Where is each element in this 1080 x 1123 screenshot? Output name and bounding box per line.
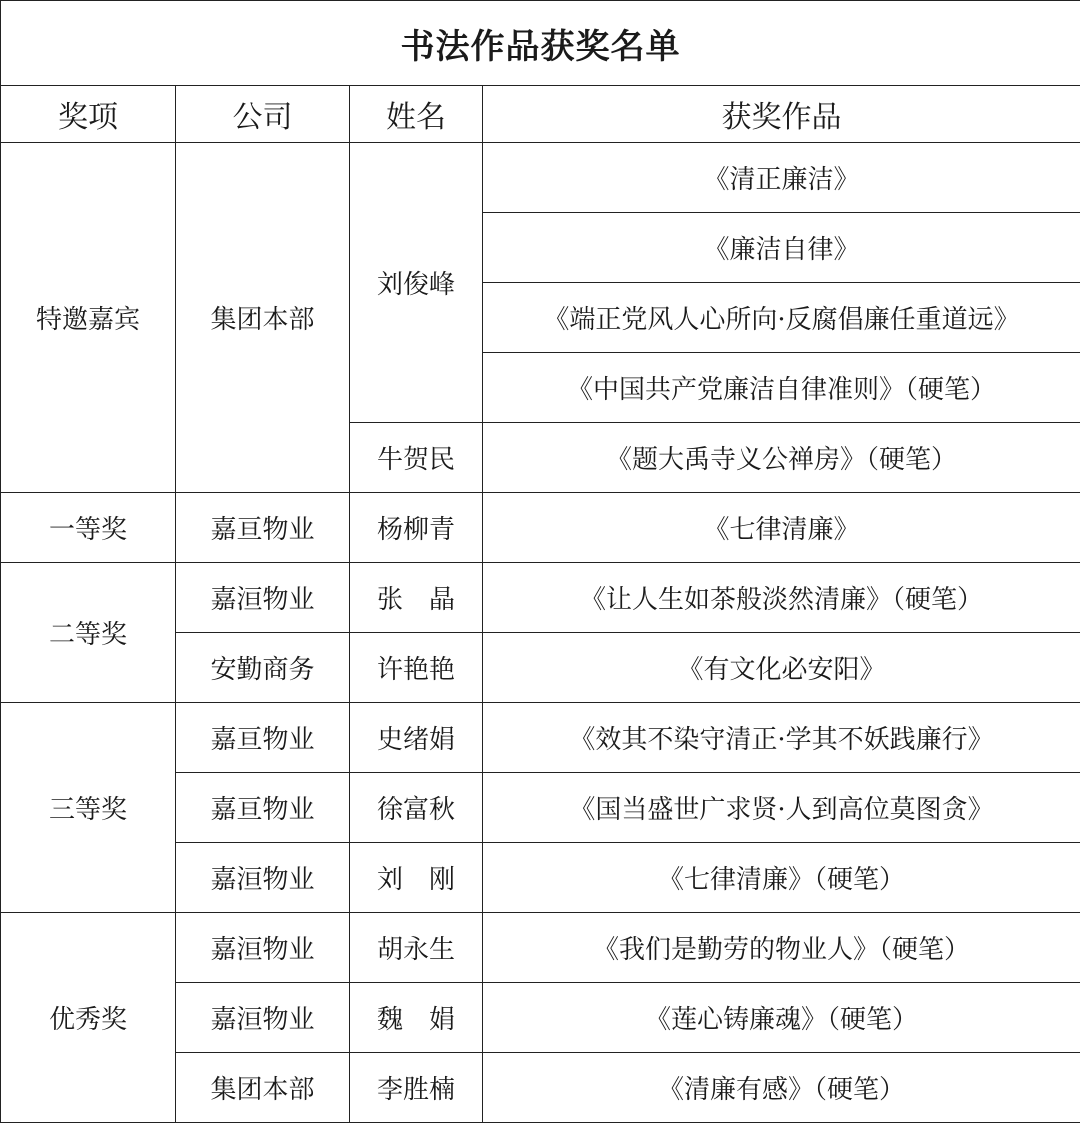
table-title: 书法作品获奖名单 — [1, 1, 1080, 86]
company-cell: 嘉洹物业 — [176, 983, 350, 1053]
header-company: 公司 — [176, 86, 350, 143]
name-cell: 魏 娟 — [350, 983, 483, 1053]
work-cell: 《中国共产党廉洁自律准则》（硬笔） — [483, 353, 1080, 423]
company-cell: 嘉亘物业 — [176, 773, 350, 843]
company-cell: 集团本部 — [176, 143, 350, 493]
table-row — [1, 563, 1080, 633]
name-cell: 张 晶 — [350, 563, 483, 633]
award-cell: 特邀嘉宾 — [1, 143, 176, 493]
work-cell: 《廉洁自律》 — [483, 213, 1080, 283]
company-cell: 嘉亘物业 — [176, 493, 350, 563]
company-cell: 嘉洹物业 — [176, 563, 350, 633]
header-work: 获奖作品 — [483, 86, 1080, 143]
work-cell: 《端正党风人心所向·反腐倡廉任重道远》 — [483, 283, 1080, 353]
header-row — [1, 86, 1080, 143]
name-cell: 牛贺民 — [350, 423, 483, 493]
company-cell: 集团本部 — [176, 1053, 350, 1123]
name-cell: 许艳艳 — [350, 633, 483, 703]
header-name: 姓名 — [350, 86, 483, 143]
name-cell: 杨柳青 — [350, 493, 483, 563]
work-cell: 《国当盛世广求贤·人到高位莫图贪》 — [483, 773, 1080, 843]
name-cell: 刘俊峰 — [350, 143, 483, 423]
table-row — [1, 703, 1080, 773]
company-cell: 嘉洹物业 — [176, 843, 350, 913]
work-cell: 《有文化必安阳》 — [483, 633, 1080, 703]
name-cell: 徐富秋 — [350, 773, 483, 843]
work-cell: 《莲心铸廉魂》（硬笔） — [483, 983, 1080, 1053]
company-cell: 嘉洹物业 — [176, 913, 350, 983]
company-cell: 安勤商务 — [176, 633, 350, 703]
work-cell: 《让人生如茶般淡然清廉》（硬笔） — [483, 563, 1080, 633]
name-cell: 史绪娟 — [350, 703, 483, 773]
name-cell: 刘 刚 — [350, 843, 483, 913]
name-cell: 李胜楠 — [350, 1053, 483, 1123]
work-cell: 《效其不染守清正·学其不妖践廉行》 — [483, 703, 1080, 773]
award-cell: 二等奖 — [1, 563, 176, 703]
work-cell: 《题大禹寺义公禅房》（硬笔） — [483, 423, 1080, 493]
work-cell: 《七律清廉》 — [483, 493, 1080, 563]
award-cell: 优秀奖 — [1, 913, 176, 1123]
work-cell: 《清正廉洁》 — [483, 143, 1080, 213]
table-row — [1, 143, 1080, 213]
work-cell: 《七律清廉》（硬笔） — [483, 843, 1080, 913]
header-award: 奖项 — [1, 86, 176, 143]
award-cell: 三等奖 — [1, 703, 176, 913]
table-row — [1, 913, 1080, 983]
table-row — [1, 493, 1080, 563]
name-cell: 胡永生 — [350, 913, 483, 983]
work-cell: 《清廉有感》（硬笔） — [483, 1053, 1080, 1123]
award-cell: 一等奖 — [1, 493, 176, 563]
company-cell: 嘉亘物业 — [176, 703, 350, 773]
work-cell: 《我们是勤劳的物业人》（硬笔） — [483, 913, 1080, 983]
